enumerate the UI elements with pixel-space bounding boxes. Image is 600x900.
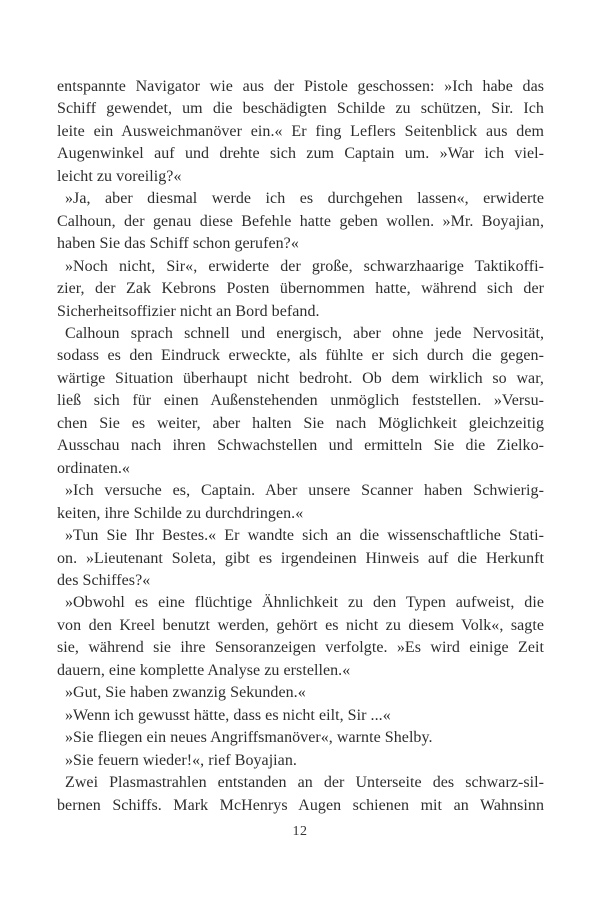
text-line: sodass es den Eindruck erweckte, als fühlte er sich durch die gegen-: [57, 347, 544, 365]
paragraph: [57, 592, 544, 682]
text-line: bernen Schiffs. Mark McHenrys Augen schienen mit an Wahnsinn: [57, 796, 544, 814]
text-line: »Sie fliegen ein neues Angriffsmanöver«, warnte Shelby.: [65, 729, 433, 747]
text-block: [57, 76, 544, 817]
paragraph: [57, 480, 544, 525]
paragraph: [57, 256, 544, 323]
text-line: Augenwinkel auf und drehte sich zum Captain um. »War ich viel-: [57, 145, 544, 163]
text-line: Calhoun, der genau diese Befehle hatte geben wollen. »Mr. Boyajian,: [57, 212, 544, 230]
text-line: haben Sie das Schiff schon gerufen?«: [57, 235, 299, 253]
paragraph: [57, 750, 544, 772]
text-line: Ausschau nach ihren Schwachstellen und ermitteln Sie die Zielko-: [57, 437, 544, 455]
text-line: Schiff gewendet, um die beschädigten Schilde zu schützen, Sir. Ich: [57, 100, 544, 118]
paragraph: [57, 772, 544, 817]
text-line: »Tun Sie Ihr Bestes.« Er wandte sich an die wissenschaftliche Stati-: [65, 527, 544, 545]
text-line: ließ sich für einen Außenstehenden unmöglich feststellen. »Versu-: [57, 392, 544, 410]
paragraph: [57, 705, 544, 727]
text-line: wärtige Situation überhaupt nicht bedroht. Ob dem wirklich so war,: [57, 369, 544, 387]
text-line: »Sie feuern wieder!«, rief Boyajian.: [65, 751, 297, 769]
page-number: 12: [292, 824, 308, 839]
text-line: ordinaten.«: [57, 459, 130, 477]
text-line: »Noch nicht, Sir«, erwiderte der große, schwarzhaarige Taktikoffi-: [65, 257, 544, 275]
text-line: »Ich versuche es, Captain. Aber unsere Scanner haben Schwierig-: [65, 482, 544, 500]
text-line: dauern, eine komplette Analyse zu erstellen.«: [57, 661, 351, 679]
text-line: des Schiffes?«: [57, 571, 151, 589]
text-line: Zwei Plasmastrahlen entstanden an der Unterseite des schwarz-sil-: [65, 774, 544, 792]
text-line: »Obwohl es eine flüchtige Ähnlichkeit zu den Typen aufweist, die: [65, 594, 544, 612]
text-line: entspannte Navigator wie aus der Pistole geschossen: »Ich habe das: [57, 78, 544, 95]
text-line: zier, der Zak Kebrons Posten übernommen hatte, während sich der: [57, 280, 544, 298]
paragraph: [57, 727, 544, 749]
paragraph: [57, 323, 544, 480]
paragraph: [57, 525, 544, 592]
paragraph: [57, 76, 544, 188]
text-line: Calhoun sprach schnell und energisch, aber ohne jede Nervosität,: [65, 324, 544, 342]
text-line: Sicherheitsoffizier nicht an Bord befand.: [57, 302, 320, 320]
text-line: keiten, ihre Schilde zu durchdringen.«: [57, 504, 304, 522]
text-line: von den Kreel benutzt werden, gehört es nicht zu diesem Volk«, sagte: [57, 616, 544, 634]
text-line: leite ein Ausweichmanöver ein.« Er fing Leflers Seitenblick aus dem: [57, 122, 544, 140]
text-line: »Gut, Sie haben zwanzig Sekunden.«: [65, 684, 306, 702]
text-line: »Wenn ich gewusst hätte, dass es nicht eilt, Sir ...«: [65, 706, 391, 724]
paragraph: [57, 188, 544, 255]
text-line: on. »Lieutenant Soleta, gibt es irgendeinen Hinweis auf die Herkunft: [57, 549, 544, 567]
text-line: chen Sie es weiter, aber halten Sie nach Möglichkeit gleichzeitig: [57, 414, 544, 432]
text-line: »Ja, aber diesmal werde ich es durchgehen lassen«, erwiderte: [65, 190, 544, 208]
text-line: sie, während sie ihre Sensoranzeigen verfolgte. »Es wird einige Zeit: [57, 639, 544, 657]
text-line: leicht zu voreilig?«: [57, 167, 182, 185]
paragraph: [57, 682, 544, 704]
